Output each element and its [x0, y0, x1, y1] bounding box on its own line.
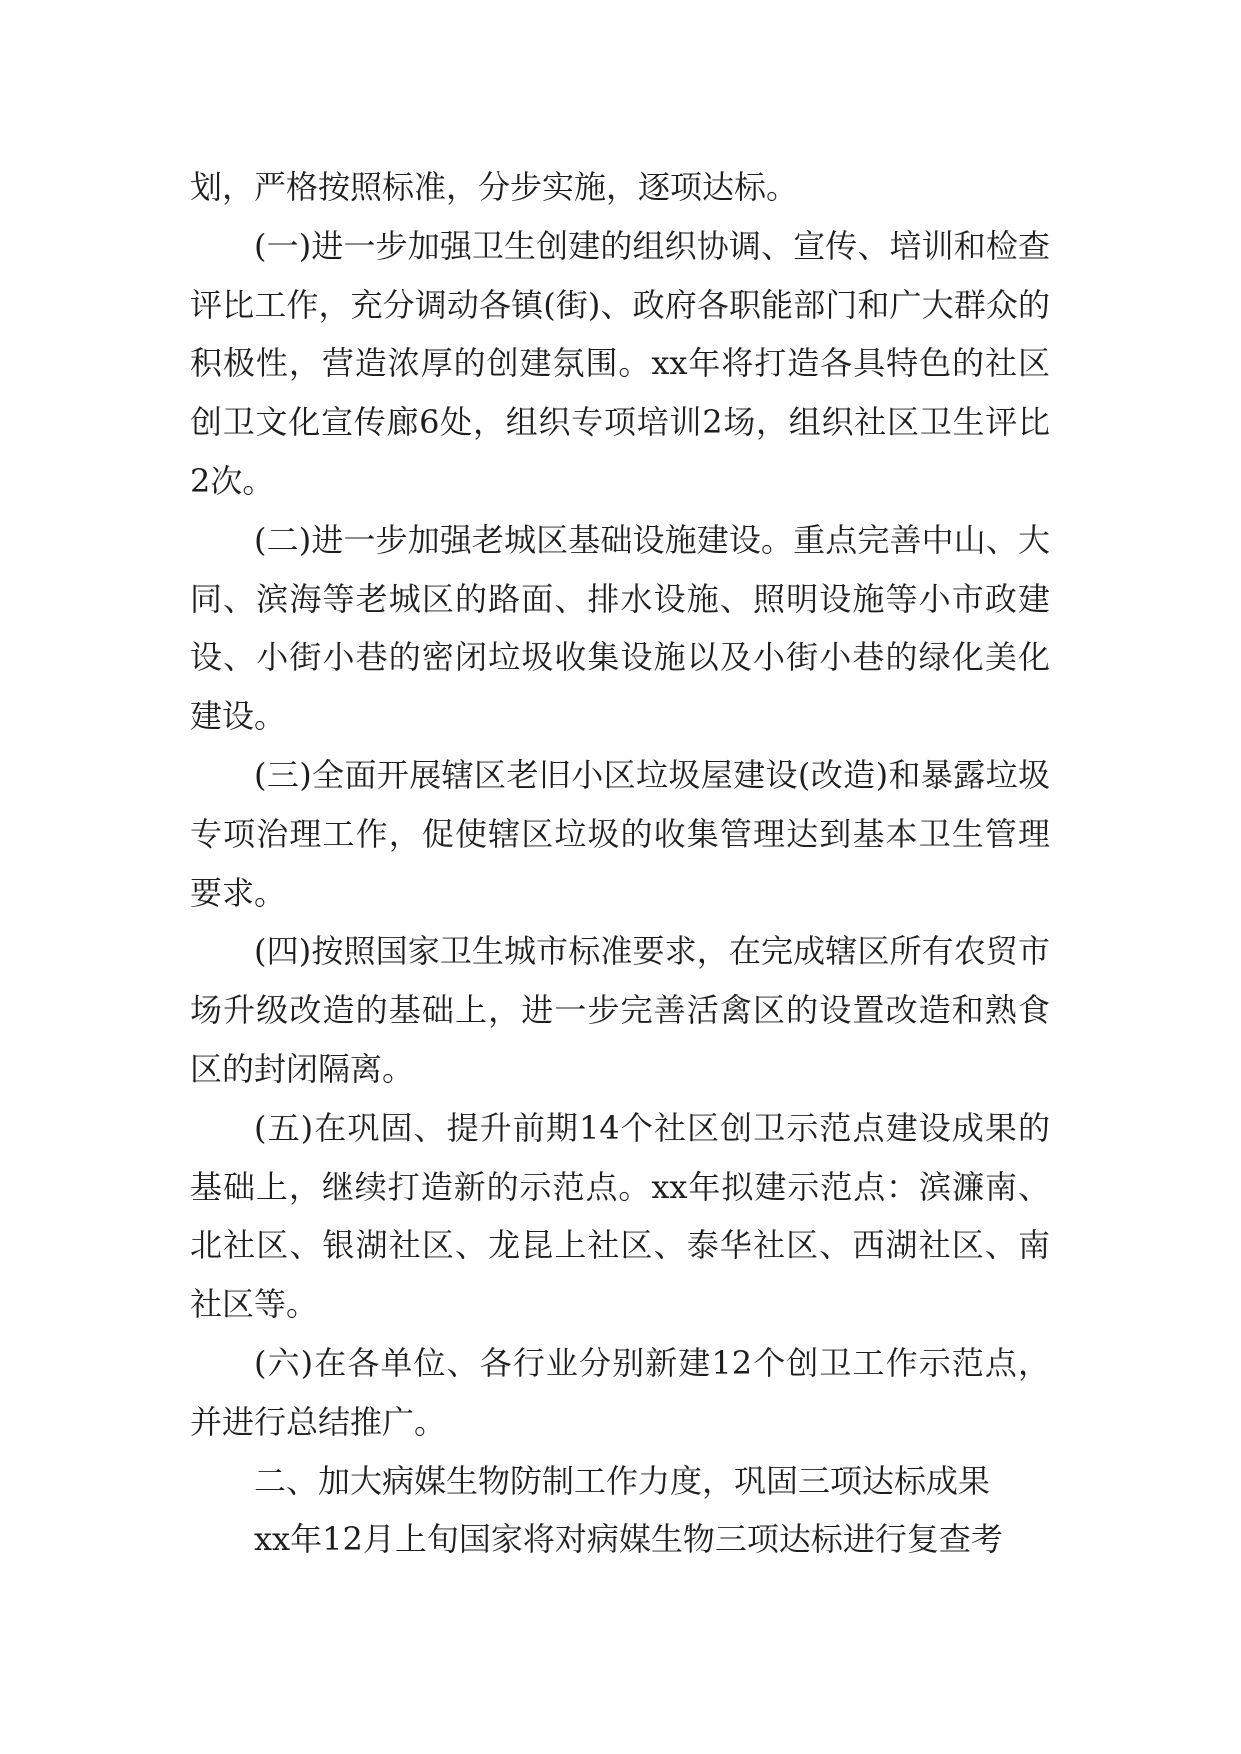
paragraph-section-2-body: xx年12月上旬国家将对病媒生物三项达标进行复查考 — [254, 1520, 1003, 1559]
paragraph-item-4: (四)按照国家卫生城市标准要求，在完成辖区所有农贸市场升级改造的基础上，进一步完善活禽区的设置改造和熟食区的封闭隔离。 — [190, 932, 1050, 1088]
paragraph-item-5: (五)在巩固、提升前期14个社区创卫示范点建设成果的基础上，继续打造新的示范点。xx年拟建示范点：滨濂南、北社区、银湖社区、龙昆上社区、泰华社区、西湖社区、南社区等。 — [190, 1108, 1050, 1324]
paragraph-item-6: (六)在各单位、各行业分别新建12个创卫工作示范点，并进行总结推广。 — [190, 1343, 1050, 1441]
paragraph-item-3: (三)全面开展辖区老旧小区垃圾屋建设(改造)和暴露垃圾专项治理工作，促使辖区垃圾的收集管理达到基本卫生管理要求。 — [190, 755, 1050, 912]
paragraph-continuation: 划，严格按照标准，分步实施，逐项达标。 — [190, 168, 799, 206]
section-heading-2: 二、加大病媒生物防制工作力度，巩固三项达标成果 — [254, 1461, 991, 1500]
paragraph-item-2: (二)进一步加强老城区基础设施建设。重点完善中山、大同、滨海等老城区的路面、排水设施、照明设施等小市政建设、小街小巷的密闭垃圾收集设施以及小街小巷的绿化美化建设。 — [190, 520, 1050, 736]
document-body — [190, 158, 1050, 1569]
paragraph-item-1: (一)进一步加强卫生创建的组织协调、宣传、培训和检查评比工作，充分调动各镇(街)、政府各职能部门和广大群众的积极性，营造浓厚的创建氛围。xx年将打造各具特色的社区创卫文化宣传廊6处，组织专项培训2场，组织社区卫生评比2次。 — [190, 226, 1050, 500]
